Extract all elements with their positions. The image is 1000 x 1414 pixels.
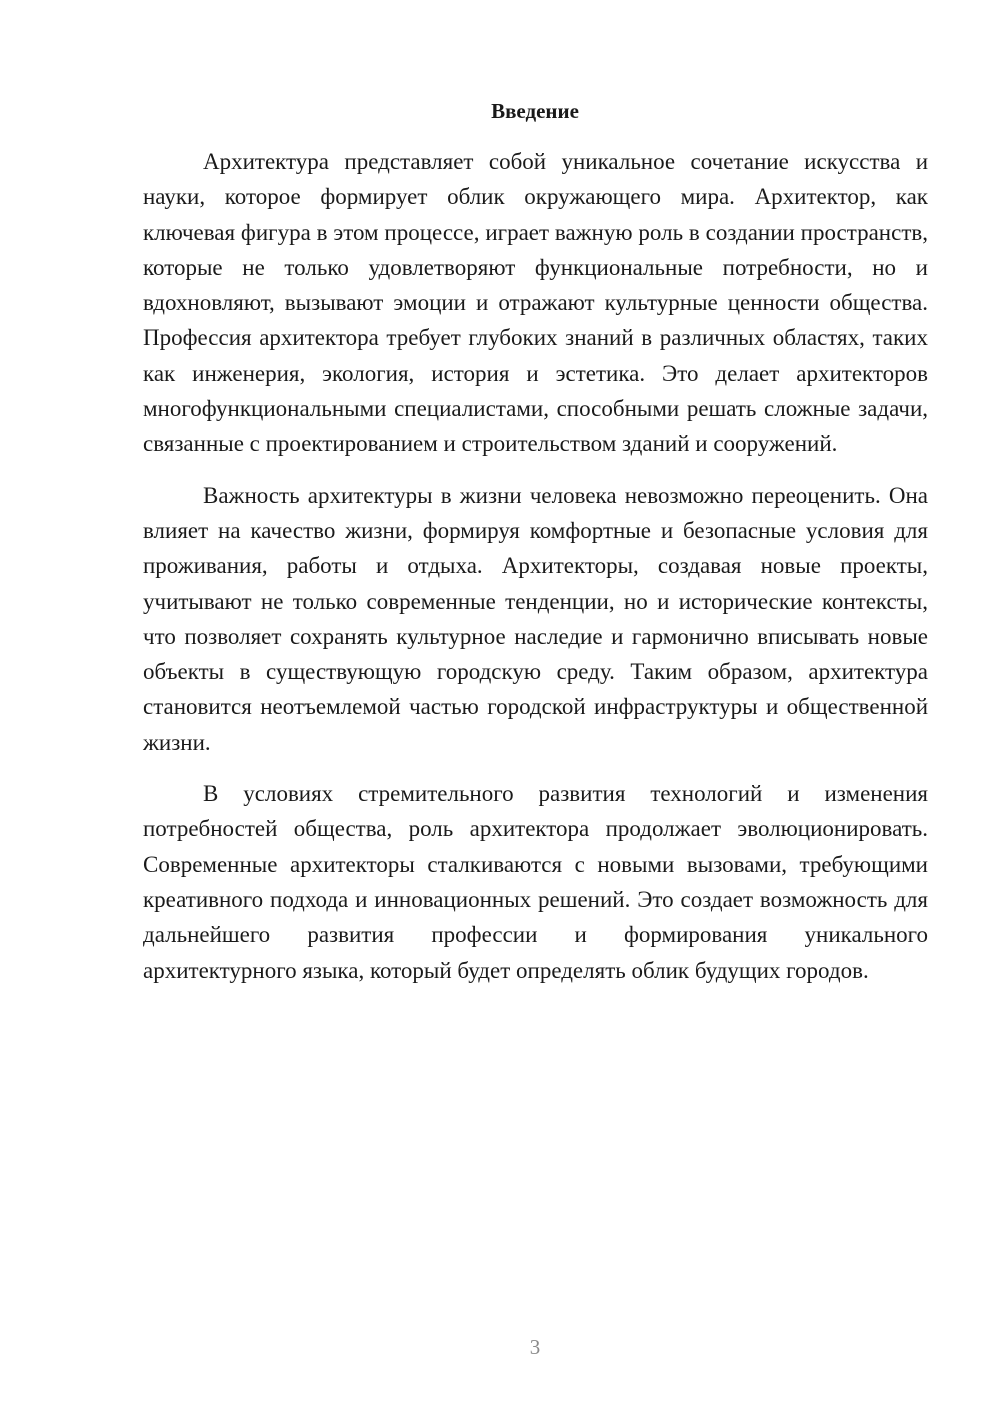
page-number: 3 [529, 1335, 541, 1359]
paragraph-2: Важность архитектуры в жизни человека невозможно переоценить. Она влияет на качество жизни, формируя комфортные и безопасные условия для проживания, работы и отдыха. Архитекторы, создавая новые проекты, учитывают не только современные тенденции, но и исторические контексты, что позволяет сохранять культурное наследие и гармонично вписывать новые объекты в существующую городскую среду. Таким образом, архитектура становится неотъемлемой частью городской инфраструктуры и общественной жизни. [143, 482, 928, 755]
paragraph-1: Архитектура представляет собой уникальное сочетание искусства и науки, которое формирует облик окружающего мира. Архитектор, как ключевая фигура в этом процессе, играет важную роль в создании пространств, которые не только удовлетворяют функциональные потребности, но и вдохновляют, вызывают эмоции и отражают культурные ценности общества. Профессия архитектора требует глубоких знаний в различных областях, таких как инженерия, экология, история и эстетика. Это делает архитекторов многофункциональными специалистами, способными решать сложные задачи, связанные с проектированием и строительством зданий и сооружений. [143, 149, 928, 457]
section-heading: Введение [491, 99, 579, 123]
paragraph-3: В условиях стремительного развития технологий и изменения потребностей общества, роль архитектора продолжает эволюционировать. Современные архитекторы сталкиваются с новыми вызовами, требующими креативного подхода и инновационных решений. Это создает возможность для дальнейшего развития профессии и формирования уникального архитектурного языка, который будет определять облик будущих городов. [143, 781, 928, 983]
body-text [143, 144, 928, 988]
